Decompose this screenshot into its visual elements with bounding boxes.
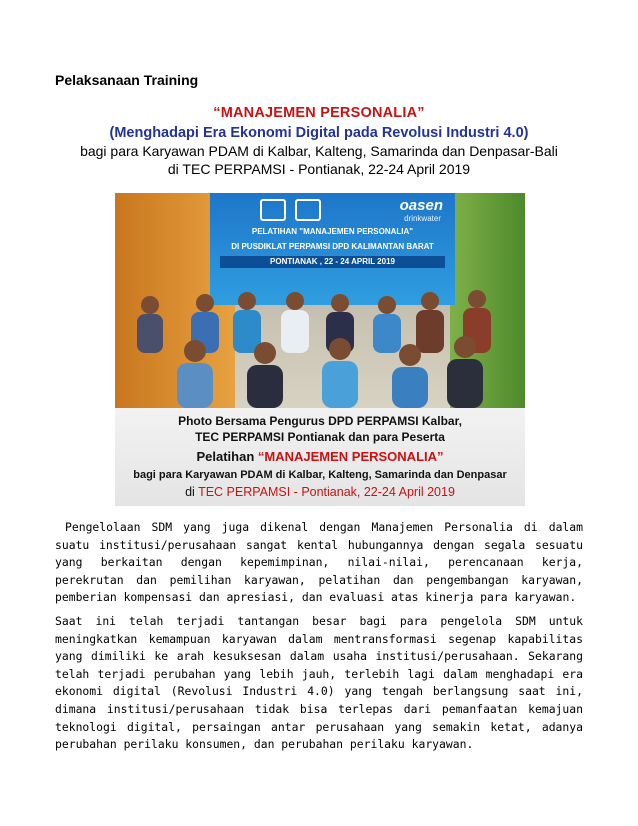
caption-line-1: Photo Bersama Pengurus DPD PERPAMSI Kalbar, [178, 414, 462, 428]
paragraph-1: Pengelolaan SDM yang juga dikenal dengan Manajemen Personalia di dalam suatu institusi/perusahaan sangat kental hubungannya dengan segala sesuatu yang berkaitan dengan kepemimpinan, nilai-nilai, perencanaan kerja, perekrutan dan pemilihan karyawan, pelatihan dan pengembangan karyawan, pemberian kompensasi dan apresiasi, dan evaluasi atas kinerja para karyawan. [55, 520, 583, 605]
banner-line-1: PELATIHAN "MANAJEMEN PERSONALIA" [251, 227, 414, 236]
caption-line-2: TEC PERPAMSI Pontianak dan para Peserta [195, 430, 445, 444]
caption-line-5-rest: TEC PERPAMSI - Pontianak, 22-24 April 2019 [198, 485, 455, 499]
banner-line-2: DI PUSDIKLAT PERPAMSI DPD KALIMANTAN BARAT [231, 242, 434, 251]
photo-scene [115, 193, 525, 408]
caption-line-4: bagi para Karyawan PDAM di Kalbar, Kalteng, Samarinda dan Denpasar [133, 469, 507, 481]
document-subtitle: (Menghadapi Era Ekonomi Digital pada Revolusi Industri 4.0) [109, 125, 529, 141]
venue-date-line: di TEC PERPAMSI - Pontianak, 22-24 April 2019 [167, 161, 471, 177]
caption-line-3-prefix: Pelatihan [196, 449, 258, 464]
group-photo [115, 193, 525, 506]
banner-line-3: PONTIANAK , 22 - 24 APRIL 2019 [220, 256, 445, 268]
sponsor-brand: oasen [399, 197, 443, 214]
seated-participants [155, 333, 495, 408]
document-title: “MANAJEMEN PERSONALIA” [213, 105, 425, 121]
perpamsi-logo-icon [260, 199, 286, 221]
caption-line-3-highlight: “MANAJEMEN PERSONALIA” [257, 449, 444, 464]
participants-line: bagi para Karyawan PDAM di Kalbar, Kalteng, Samarinda dan Denpasar-Bali [80, 143, 558, 159]
section-title: Pelaksanaan Training [55, 72, 199, 88]
tec-logo-icon [295, 199, 321, 221]
photo-caption [115, 408, 525, 506]
caption-line-3 [115, 449, 525, 464]
caption-line-5-prefix: di [185, 485, 199, 499]
caption-line-5 [115, 485, 525, 499]
sponsor-tagline: drinkwater [404, 214, 441, 223]
paragraph-2: Saat ini telah terjadi tantangan besar bagi para pengelola SDM untuk meningkatkan kemampuan karyawan dalam mentransformasi segenap kapabilitas yang dimiliki ke arah kesuksesan dalam usaha institusi/perusahaan. Sekarang telah terjadi perubahan yang lebih jauh, terlebih lagi dalam menghadapi era ekonomi digital (Revolusi Industri 4.0) yang tengah berlangsung saat ini, dimana institusi/perusahaan tidak bisa terlepas dari pemanfaatan kemajuan teknologi digital, persaingan antar perusahaan yang semakin ketat, adanya perubahan perilaku konsumen, dan perubahan perilaku karyawan. [55, 614, 583, 752]
